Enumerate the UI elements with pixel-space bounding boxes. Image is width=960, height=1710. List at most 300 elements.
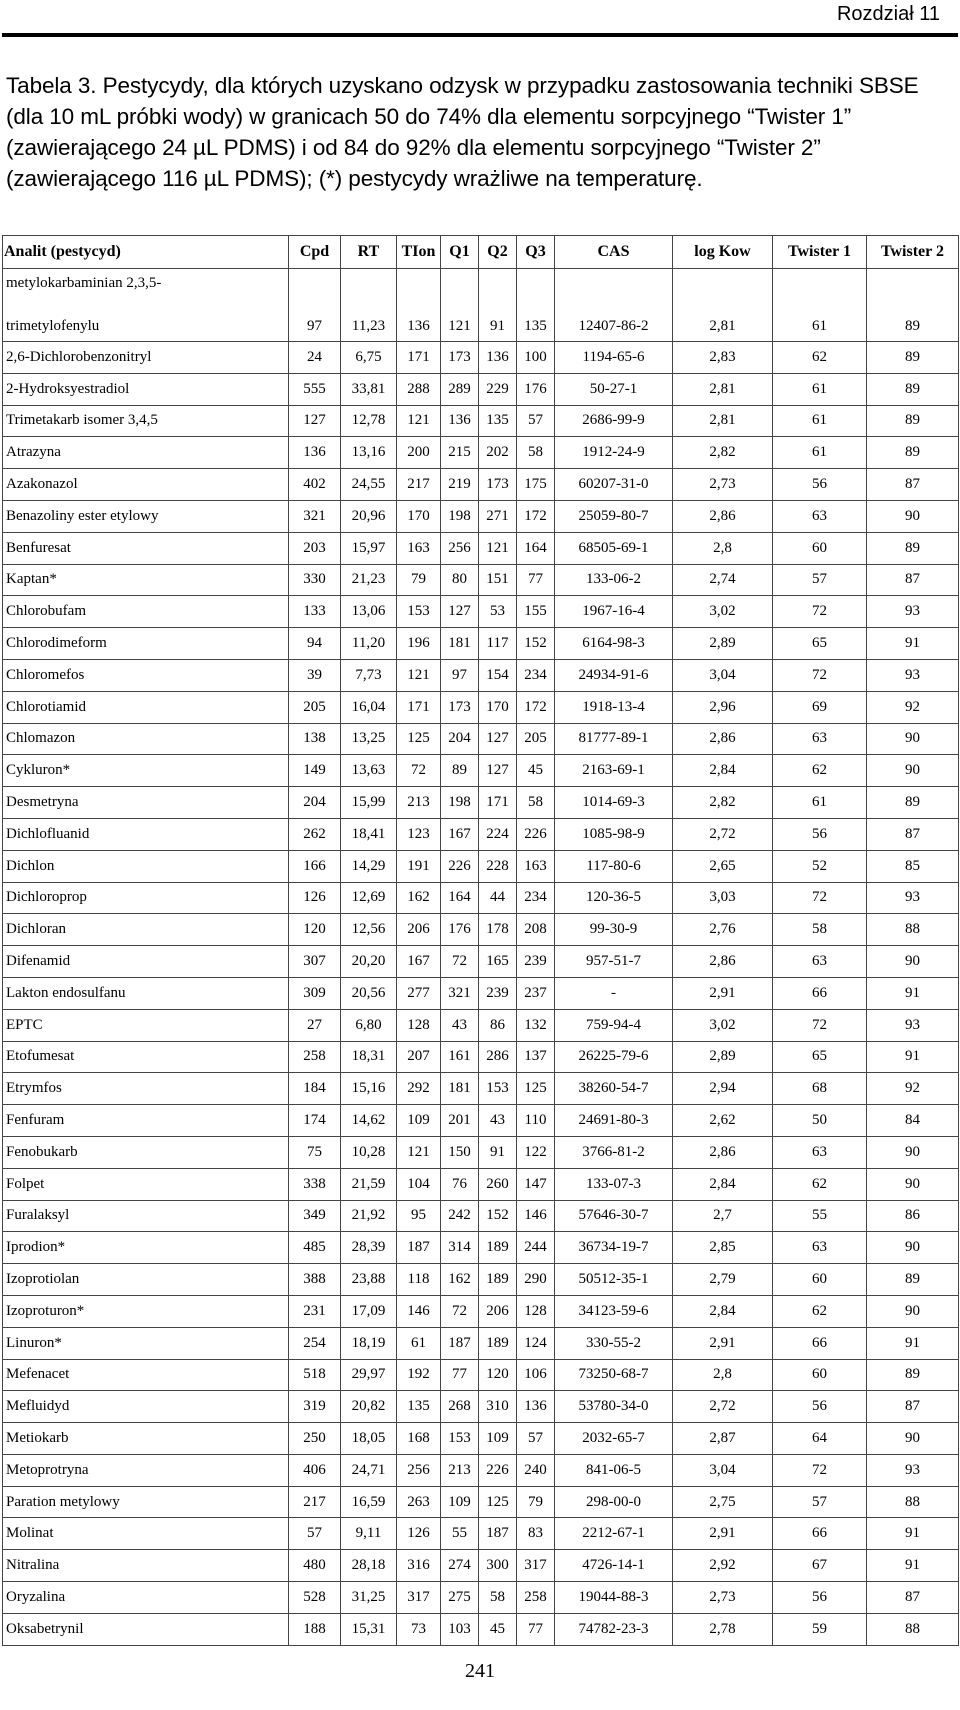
table-cell: 13,06: [341, 596, 397, 628]
table-row: [3, 1295, 959, 1327]
table-cell: 841-06-5: [555, 1454, 673, 1486]
table-cell: 91: [867, 1518, 959, 1550]
table-cell: 72: [441, 1295, 479, 1327]
table-cell: 2,75: [673, 1486, 773, 1518]
table-cell: 89: [867, 532, 959, 564]
table-cell: 39: [289, 659, 341, 691]
table-cell: 271: [479, 500, 517, 532]
table-cell: 57: [517, 405, 555, 437]
table-cell: 133-07-3: [555, 1168, 673, 1200]
table-cell: 61: [773, 373, 867, 405]
table-cell: 187: [479, 1518, 517, 1550]
table-cell: 44: [479, 882, 517, 914]
table-cell: 104: [397, 1168, 441, 1200]
table-row: [3, 850, 959, 882]
table-cell: 72: [441, 946, 479, 978]
table-cell: 224: [479, 818, 517, 850]
table-row: [3, 1232, 959, 1264]
table-cell: 103: [441, 1613, 479, 1645]
table-cell: 100: [517, 342, 555, 374]
table-cell: 126: [397, 1518, 441, 1550]
table-cell: 67: [773, 1550, 867, 1582]
table-cell: 93: [867, 1454, 959, 1486]
table-cell: 61: [397, 1327, 441, 1359]
table-cell: 298-00-0: [555, 1486, 673, 1518]
table-cell: 58: [479, 1582, 517, 1614]
table-cell-name: Dichloroprop: [3, 882, 289, 914]
table-row: [3, 1391, 959, 1423]
table-cell: 89: [867, 437, 959, 469]
table-cell-name: Kaptan*: [3, 564, 289, 596]
table-cell-name: Linuron*: [3, 1327, 289, 1359]
table-cell: 2,8: [673, 532, 773, 564]
table-cell: 16,59: [341, 1486, 397, 1518]
table-cell: 66: [773, 1518, 867, 1550]
table-cell: 290: [517, 1264, 555, 1296]
table-cell: 338: [289, 1168, 341, 1200]
column-header: log Kow: [673, 236, 773, 269]
table-cell-name: EPTC: [3, 1009, 289, 1041]
table-cell: 3,04: [673, 659, 773, 691]
table-cell: 2,91: [673, 977, 773, 1009]
table-cell: 250: [289, 1423, 341, 1455]
table-cell: 260: [479, 1168, 517, 1200]
table-cell: 109: [479, 1423, 517, 1455]
table-cell: 173: [441, 691, 479, 723]
table-cell: 555: [289, 373, 341, 405]
header-rule: [2, 33, 958, 37]
table-cell-name: 2,6-Dichlorobenzonitryl: [3, 342, 289, 374]
table-cell: 3766-81-2: [555, 1136, 673, 1168]
table-cell: 121: [479, 532, 517, 564]
table-cell: 45: [479, 1613, 517, 1645]
table-cell: 254: [289, 1327, 341, 1359]
table-cell: 90: [867, 1423, 959, 1455]
table-cell: 13,16: [341, 437, 397, 469]
table-cell: 231: [289, 1295, 341, 1327]
table-cell: 106: [517, 1359, 555, 1391]
table-cell: 162: [441, 1264, 479, 1296]
column-header: Twister 1: [773, 236, 867, 269]
table-cell: 62: [773, 755, 867, 787]
table-cell-name: Desmetryna: [3, 787, 289, 819]
table-cell: 188: [289, 1613, 341, 1645]
table-cell: 258: [517, 1582, 555, 1614]
table-cell: 136: [289, 437, 341, 469]
table-cell: 2,94: [673, 1073, 773, 1105]
table-cell: 203: [289, 532, 341, 564]
table-cell: 171: [397, 342, 441, 374]
table-cell: 76: [441, 1168, 479, 1200]
table-cell: 349: [289, 1200, 341, 1232]
table-cell: 3,02: [673, 596, 773, 628]
table-cell: 88: [867, 914, 959, 946]
table-cell: 171: [479, 787, 517, 819]
table-cell: 136: [441, 405, 479, 437]
table-cell: 34123-59-6: [555, 1295, 673, 1327]
table-cell: 198: [441, 787, 479, 819]
table-cell: 2,84: [673, 1168, 773, 1200]
table-cell: 12,69: [341, 882, 397, 914]
table-cell: 2,72: [673, 818, 773, 850]
table-row: [3, 1613, 959, 1645]
table-cell: 759-94-4: [555, 1009, 673, 1041]
table-cell: 132: [517, 1009, 555, 1041]
table-cell: 2,79: [673, 1264, 773, 1296]
table-cell: 196: [397, 628, 441, 660]
table-row: [3, 1327, 959, 1359]
table-cell: 125: [517, 1073, 555, 1105]
table-cell: 204: [441, 723, 479, 755]
table-cell: 19044-88-3: [555, 1582, 673, 1614]
table-cell: 90: [867, 1168, 959, 1200]
table-cell: 90: [867, 946, 959, 978]
table-cell: 127: [441, 596, 479, 628]
table-cell: 63: [773, 946, 867, 978]
table-cell: 20,56: [341, 977, 397, 1009]
table-cell: 90: [867, 500, 959, 532]
table-cell: 72: [773, 659, 867, 691]
table-cell: 36734-19-7: [555, 1232, 673, 1264]
table-cell: 14,62: [341, 1105, 397, 1137]
table-cell: 309: [289, 977, 341, 1009]
table-cell: 189: [479, 1264, 517, 1296]
table-cell: 52: [773, 850, 867, 882]
table-cell: 90: [867, 1295, 959, 1327]
table-cell: 63: [773, 1136, 867, 1168]
column-header: Q3: [517, 236, 555, 269]
table-cell: 85: [867, 850, 959, 882]
table-cell: 95: [397, 1200, 441, 1232]
table-cell: 80: [441, 564, 479, 596]
table-cell: 88: [867, 1613, 959, 1645]
table-cell: 262: [289, 818, 341, 850]
table-cell: 2,92: [673, 1550, 773, 1582]
table-cell: 24691-80-3: [555, 1105, 673, 1137]
table-cell: 79: [397, 564, 441, 596]
table-cell: 256: [397, 1454, 441, 1486]
chapter-label: Rozdział 11: [836, 3, 940, 25]
table-cell: 63: [773, 1232, 867, 1264]
table-cell: 18,19: [341, 1327, 397, 1359]
table-cell-name: Dichloran: [3, 914, 289, 946]
table-cell: 61: [773, 437, 867, 469]
table-cell: 87: [867, 564, 959, 596]
table-row: [3, 755, 959, 787]
table-cell: 59: [773, 1613, 867, 1645]
table-cell: 2032-65-7: [555, 1423, 673, 1455]
table-cell: 61: [773, 787, 867, 819]
table-cell: 146: [517, 1200, 555, 1232]
table-cell: 61: [773, 269, 867, 342]
table-cell: 91: [867, 628, 959, 660]
table-row: [3, 532, 959, 564]
table-cell: 388: [289, 1264, 341, 1296]
table-cell-name: Folpet: [3, 1168, 289, 1200]
table-cell: 2,72: [673, 1391, 773, 1423]
table-cell: 18,05: [341, 1423, 397, 1455]
table-cell: 485: [289, 1232, 341, 1264]
table-row: [3, 882, 959, 914]
table-row: [3, 342, 959, 374]
table-cell: 2,81: [673, 405, 773, 437]
table-cell-name: Benazoliny ester etylowy: [3, 500, 289, 532]
table-cell: 66: [773, 977, 867, 1009]
table-cell: 133-06-2: [555, 564, 673, 596]
table-cell: 200: [397, 437, 441, 469]
table-cell: 90: [867, 755, 959, 787]
table-cell: 14,29: [341, 850, 397, 882]
table-cell: 316: [397, 1550, 441, 1582]
table-cell: 172: [517, 691, 555, 723]
table-cell: 72: [773, 882, 867, 914]
table-cell: 57: [289, 1518, 341, 1550]
table-cell: 189: [479, 1232, 517, 1264]
table-row: [3, 977, 959, 1009]
table-cell: 77: [517, 564, 555, 596]
table-cell: 128: [397, 1009, 441, 1041]
table-cell: 60: [773, 1264, 867, 1296]
table-cell: 2,85: [673, 1232, 773, 1264]
table-cell: 2,84: [673, 1295, 773, 1327]
table-cell: 92: [867, 1073, 959, 1105]
table-cell: 268: [441, 1391, 479, 1423]
table-cell: 58: [517, 437, 555, 469]
table-cell: 18,41: [341, 818, 397, 850]
table-cell: 50: [773, 1105, 867, 1137]
table-cell: 275: [441, 1582, 479, 1614]
table-cell: 2,73: [673, 469, 773, 501]
table-cell: 11,23: [341, 269, 397, 342]
table-cell: 28,18: [341, 1550, 397, 1582]
table-cell: 202: [479, 437, 517, 469]
table-cell: 26225-79-6: [555, 1041, 673, 1073]
table-cell: 2686-99-9: [555, 405, 673, 437]
table-header-row: [3, 236, 959, 269]
table-cell: 62: [773, 1168, 867, 1200]
table-cell: 226: [517, 818, 555, 850]
table-cell-name: Izoproturon*: [3, 1295, 289, 1327]
table-cell: 121: [397, 405, 441, 437]
table-cell: 17,09: [341, 1295, 397, 1327]
table-cell-name: Chlorobufam: [3, 596, 289, 628]
table-cell: 127: [479, 755, 517, 787]
page-number: 241: [465, 1660, 495, 1682]
table-cell: 226: [479, 1454, 517, 1486]
table-cell-name: Trimetakarb isomer 3,4,5: [3, 405, 289, 437]
table-cell: 207: [397, 1041, 441, 1073]
table-cell: 24934-91-6: [555, 659, 673, 691]
table-cell: 240: [517, 1454, 555, 1486]
table-cell: 21,59: [341, 1168, 397, 1200]
table-cell: 204: [289, 787, 341, 819]
table-cell: 317: [517, 1550, 555, 1582]
table-cell: 153: [397, 596, 441, 628]
table-cell: 57: [517, 1423, 555, 1455]
table-row: [3, 1359, 959, 1391]
table-cell: 135: [479, 405, 517, 437]
table-cell: 89: [441, 755, 479, 787]
table-cell: 90: [867, 1136, 959, 1168]
table-cell: 83: [517, 1518, 555, 1550]
table-row: [3, 469, 959, 501]
table-cell: 2,86: [673, 723, 773, 755]
table-cell: 206: [479, 1295, 517, 1327]
table-cell: 120: [289, 914, 341, 946]
table-cell: 205: [517, 723, 555, 755]
table-cell: 60: [773, 1359, 867, 1391]
table-cell: 138: [289, 723, 341, 755]
table-cell: 244: [517, 1232, 555, 1264]
table-cell: 12,78: [341, 405, 397, 437]
table-cell: 73250-68-7: [555, 1359, 673, 1391]
table-cell: 2,7: [673, 1200, 773, 1232]
table-cell: 147: [517, 1168, 555, 1200]
table-cell: 321: [441, 977, 479, 1009]
table-cell: 16,04: [341, 691, 397, 723]
table-cell: 93: [867, 882, 959, 914]
column-header: CAS: [555, 236, 673, 269]
table-cell: 321: [289, 500, 341, 532]
table-cell: 1912-24-9: [555, 437, 673, 469]
table-cell: 126: [289, 882, 341, 914]
table-cell: 87: [867, 1582, 959, 1614]
table-cell: 330: [289, 564, 341, 596]
table-cell: 38260-54-7: [555, 1073, 673, 1105]
table-cell-name: Mefenacet: [3, 1359, 289, 1391]
table-cell-name: Chlomazon: [3, 723, 289, 755]
table-cell: 72: [773, 596, 867, 628]
table-row: [3, 1168, 959, 1200]
table-cell: 50512-35-1: [555, 1264, 673, 1296]
table-cell: 56: [773, 1582, 867, 1614]
table-row: [3, 818, 959, 850]
table-cell: 187: [397, 1232, 441, 1264]
table-cell: 68505-69-1: [555, 532, 673, 564]
table-cell: 92: [867, 691, 959, 723]
table-cell: 163: [397, 532, 441, 564]
table-cell: 133: [289, 596, 341, 628]
table-cell: 97: [289, 269, 341, 342]
table-cell: 151: [479, 564, 517, 596]
table-cell: 121: [441, 269, 479, 342]
table-row: [3, 1582, 959, 1614]
table-cell: 91: [867, 1041, 959, 1073]
table-cell: 274: [441, 1550, 479, 1582]
column-header: Q2: [479, 236, 517, 269]
table-cell: 234: [517, 659, 555, 691]
table-cell: 2,81: [673, 269, 773, 342]
table-cell: 72: [773, 1009, 867, 1041]
table-cell: 1014-69-3: [555, 787, 673, 819]
table-cell: 2,86: [673, 946, 773, 978]
table-row: [3, 1136, 959, 1168]
table-cell: 117-80-6: [555, 850, 673, 882]
table-row: [3, 628, 959, 660]
table-cell: 2,89: [673, 628, 773, 660]
table-row: [3, 269, 959, 342]
table-cell: 228: [479, 850, 517, 882]
table-cell: 74782-23-3: [555, 1613, 673, 1645]
table-cell: 184: [289, 1073, 341, 1105]
table-cell: 20,96: [341, 500, 397, 532]
table-cell-name: Azakonazol: [3, 469, 289, 501]
table-cell: 50-27-1: [555, 373, 673, 405]
table-row: [3, 659, 959, 691]
table-cell: 56: [773, 1391, 867, 1423]
table-cell: 18,31: [341, 1041, 397, 1073]
table-cell: 2,89: [673, 1041, 773, 1073]
table-cell: 171: [397, 691, 441, 723]
table-cell: 2,62: [673, 1105, 773, 1137]
table-cell: 173: [441, 342, 479, 374]
table-cell: 314: [441, 1232, 479, 1264]
table-cell: 2,87: [673, 1423, 773, 1455]
table-cell: 153: [441, 1423, 479, 1455]
table-cell: 2,8: [673, 1359, 773, 1391]
table-cell: 213: [397, 787, 441, 819]
table-cell: 168: [397, 1423, 441, 1455]
table-cell: 120-36-5: [555, 882, 673, 914]
table-cell: 206: [397, 914, 441, 946]
table-cell: 121: [397, 1136, 441, 1168]
table-cell: 2,78: [673, 1613, 773, 1645]
table-cell-name: Atrazyna: [3, 437, 289, 469]
table-cell: 57646-30-7: [555, 1200, 673, 1232]
table-cell: 110: [517, 1105, 555, 1137]
table-cell: 136: [479, 342, 517, 374]
table-row: [3, 1073, 959, 1105]
table-cell: 242: [441, 1200, 479, 1232]
table-cell: 89: [867, 1264, 959, 1296]
table-cell: 163: [517, 850, 555, 882]
table-cell: 60: [773, 532, 867, 564]
table-cell: 29,97: [341, 1359, 397, 1391]
table-cell: 239: [517, 946, 555, 978]
table-cell-name: Dichlofluanid: [3, 818, 289, 850]
table-cell: 165: [479, 946, 517, 978]
table-cell: 2,84: [673, 755, 773, 787]
table-cell: 256: [441, 532, 479, 564]
table-cell: 288: [397, 373, 441, 405]
table-cell: 181: [441, 628, 479, 660]
table-cell: 89: [867, 269, 959, 342]
column-header: Analit (pestycyd): [3, 236, 289, 269]
table-cell: 75: [289, 1136, 341, 1168]
table-cell: 90: [867, 723, 959, 755]
table-cell: 62: [773, 342, 867, 374]
table-cell: 136: [397, 269, 441, 342]
table-cell: 137: [517, 1041, 555, 1073]
table-cell: 53: [479, 596, 517, 628]
name-line: trimetylofenylu: [6, 318, 100, 334]
table-cell: 9,11: [341, 1518, 397, 1550]
table-row: [3, 787, 959, 819]
table-cell: 3,02: [673, 1009, 773, 1041]
table-cell: 258: [289, 1041, 341, 1073]
table-cell: 181: [441, 1073, 479, 1105]
table-cell: 77: [441, 1359, 479, 1391]
table-cell: 2,76: [673, 914, 773, 946]
table-cell: 518: [289, 1359, 341, 1391]
table-cell-name: Chlorodimeform: [3, 628, 289, 660]
table-cell: 149: [289, 755, 341, 787]
table-row: [3, 1486, 959, 1518]
table-cell: 152: [517, 628, 555, 660]
table-cell-name: 2-Hydroksyestradiol: [3, 373, 289, 405]
table-cell-name: Fenobukarb: [3, 1136, 289, 1168]
table-row: [3, 1009, 959, 1041]
